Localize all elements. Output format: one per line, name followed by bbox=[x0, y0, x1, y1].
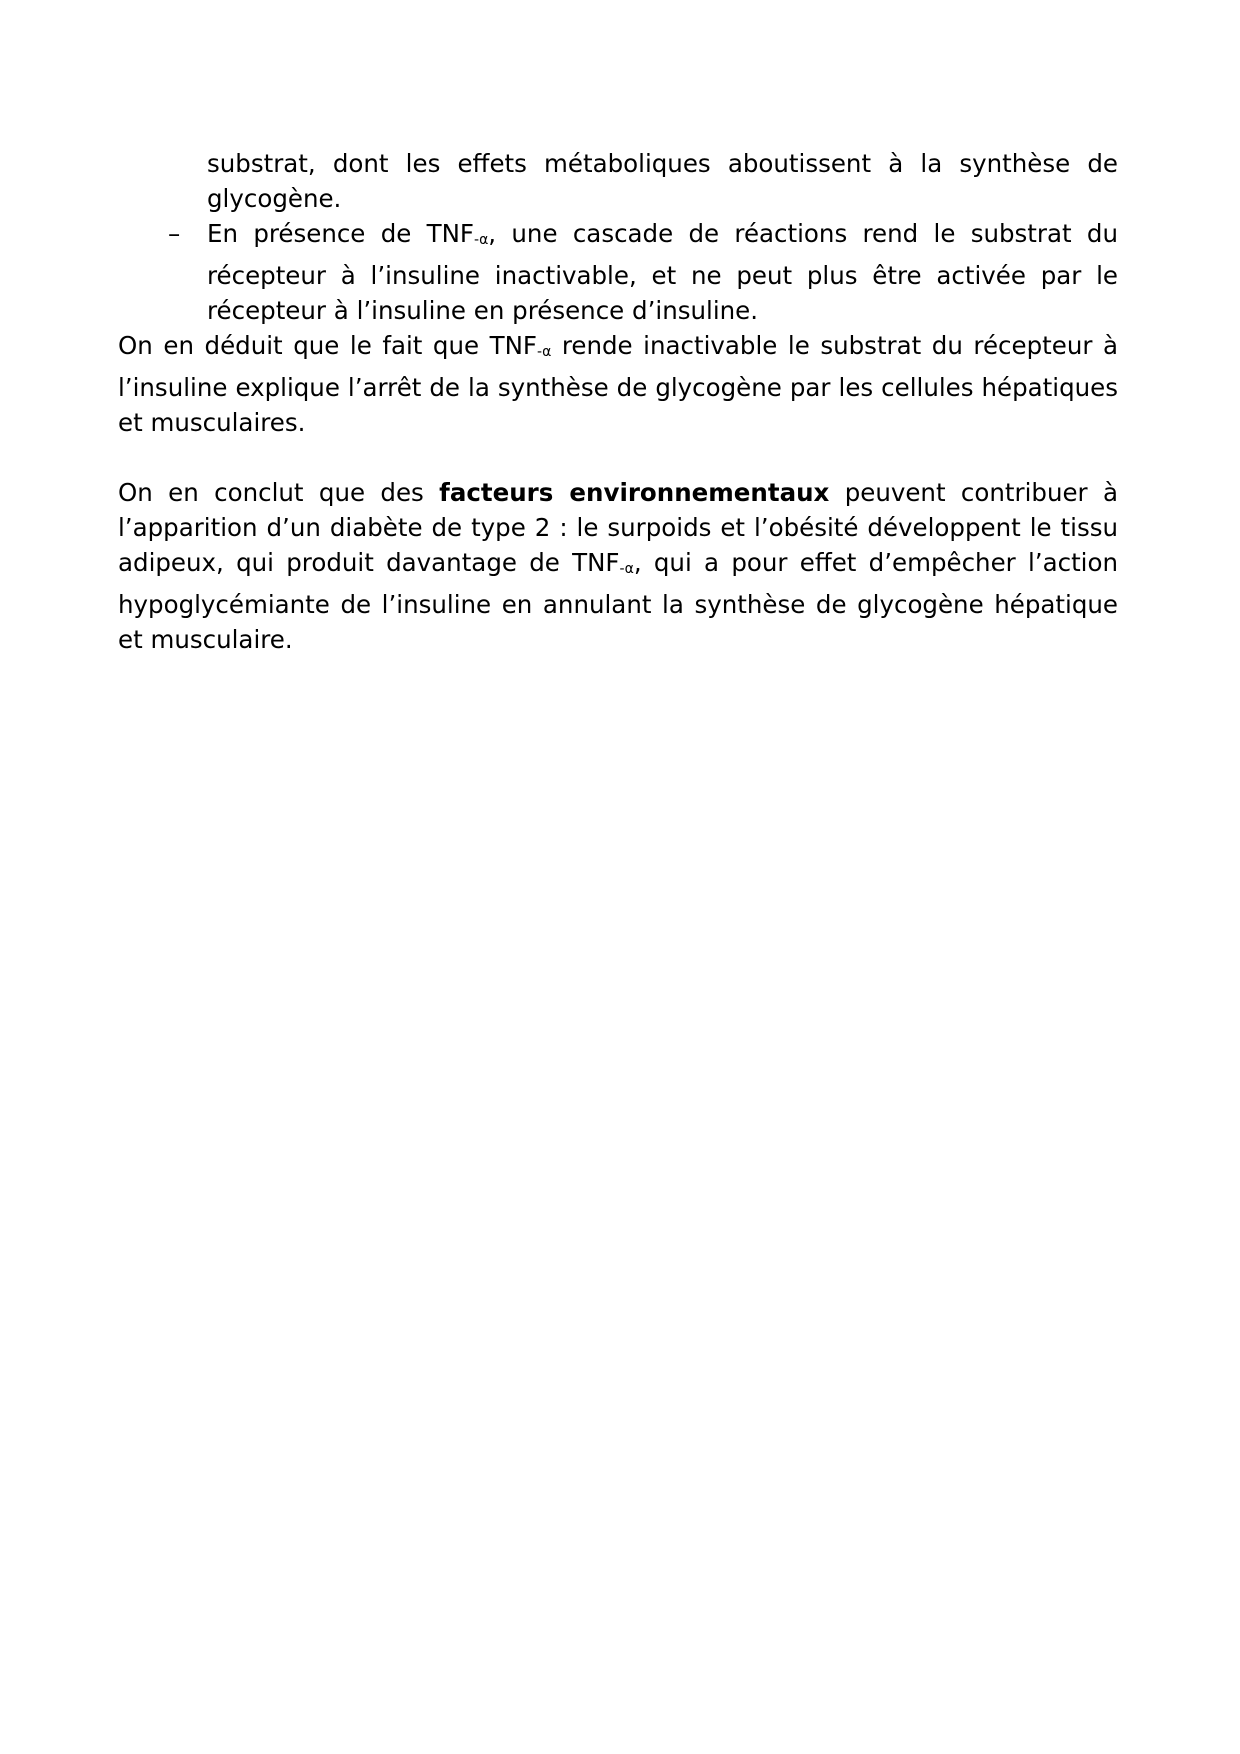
alpha-subscript: -α bbox=[537, 344, 552, 360]
alpha-subscript: -α bbox=[619, 561, 634, 577]
bold-keyword: facteurs environnementaux bbox=[439, 478, 830, 507]
deduction-text-start: On en déduit que le fait que TNF bbox=[118, 331, 538, 360]
conclusion-paragraph bbox=[118, 475, 1118, 657]
list-item-tnf-alpha bbox=[118, 216, 1118, 328]
deduction-text-end: rende inactivable le substrat du récepteur à l’insuline explique l’arrêt de la synthèse de glycogène par les cellules hépatiques et musculaires. bbox=[118, 331, 1118, 437]
conclusion-text-start: On en conclut que des bbox=[118, 478, 440, 507]
conclusion-text-middle: peuvent contribuer à l’apparition d’un diabète de type 2 : le surpoids et l’obésité développent le tissu adipeux, qui produit davantage de TNF bbox=[118, 478, 1118, 577]
alpha-subscript: -α bbox=[474, 232, 489, 248]
list-item-text-end: , une cascade de réactions rend le substrat du récepteur à l’insuline inactivable, et ne peut plus être activée par le récepteur à l’insuline en présence d’insuline. bbox=[207, 219, 1118, 325]
conclusion-text-end: , qui a pour effet d’empêcher l’action hypoglycémiante de l’insuline en annulant la synthèse de glycogène hépatique et musculaire. bbox=[118, 548, 1118, 654]
paragraph-spacer bbox=[118, 440, 1118, 475]
list-item-continuation: substrat, dont les effets métaboliques aboutissent à la synthèse de glycogène. bbox=[207, 149, 1118, 213]
list-item-text-start: En présence de TNF bbox=[207, 219, 475, 248]
deduction-paragraph bbox=[118, 328, 1118, 440]
text-body bbox=[118, 146, 1118, 657]
bullet-dash: – bbox=[168, 219, 181, 248]
